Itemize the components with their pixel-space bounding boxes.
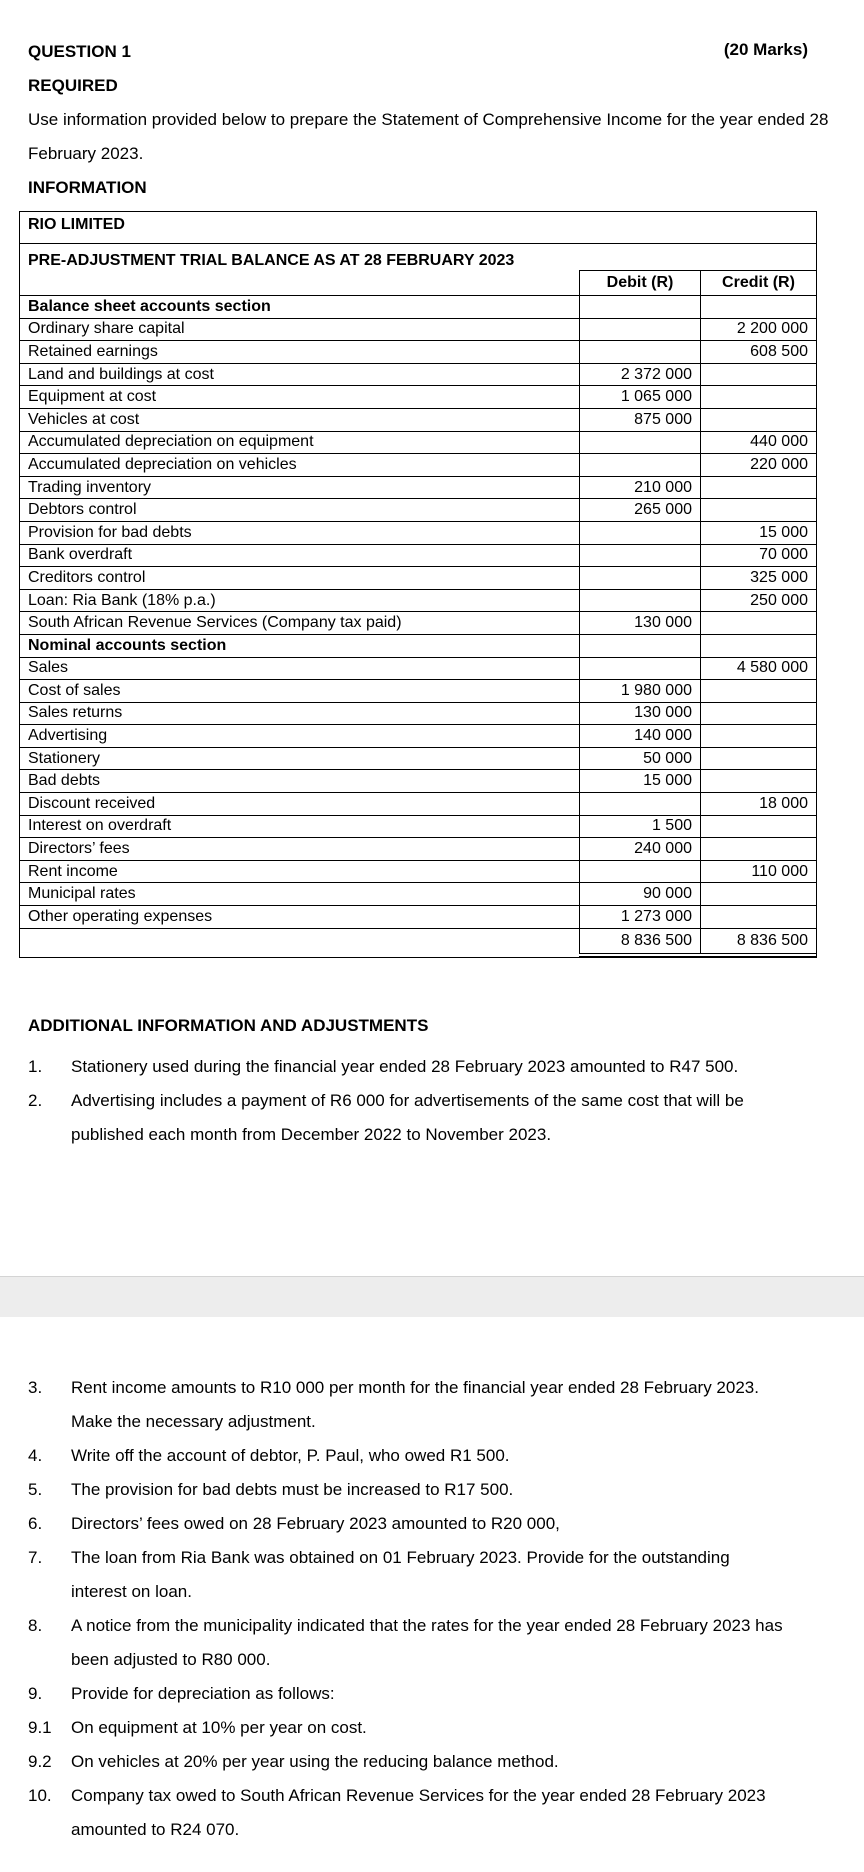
account-row (20, 657, 816, 680)
account-name: Balance sheet accounts section (20, 296, 580, 319)
item-number: 4. (28, 1446, 43, 1465)
credit-amount (701, 906, 817, 929)
account-name: Debtors control (20, 499, 580, 522)
item-text: On vehicles at 20% per year using the reducing balance method. (71, 1752, 559, 1771)
section-header-row (20, 296, 816, 319)
account-row (20, 906, 816, 929)
total-debit: 8 836 500 (580, 928, 701, 955)
debit-amount (580, 793, 701, 816)
account-row (20, 408, 816, 431)
section-header-row (20, 634, 816, 657)
item-text: Advertising includes a payment of R6 000 for advertisements of the same cost that will be published each month from December 2022 to November 2023. (71, 1091, 744, 1144)
credit-amount: 440 000 (701, 431, 817, 454)
account-name: Directors’ fees (20, 838, 580, 861)
adjustment-item (28, 1779, 788, 1847)
credit-amount (701, 476, 817, 499)
account-row (20, 567, 816, 590)
credit-amount: 2 200 000 (701, 318, 817, 341)
item-number: 9.2 (28, 1752, 52, 1771)
account-name: Provision for bad debts (20, 521, 580, 544)
debit-amount: 15 000 (580, 770, 701, 793)
debit-amount: 90 000 (580, 883, 701, 906)
debit-amount (580, 431, 701, 454)
account-row (20, 499, 816, 522)
account-name: Ordinary share capital (20, 318, 580, 341)
account-name: Land and buildings at cost (20, 363, 580, 386)
item-number: 7. (28, 1548, 43, 1567)
trial-balance-grid (20, 270, 816, 957)
account-name: Other operating expenses (20, 906, 580, 929)
account-row (20, 838, 816, 861)
credit-amount (701, 386, 817, 409)
account-name: Discount received (20, 793, 580, 816)
item-text: The provision for bad debts must be increased to R17 500. (71, 1480, 514, 1499)
debit-amount: 1 500 (580, 815, 701, 838)
debit-column-header: Debit (R) (580, 271, 701, 296)
account-name: Sales returns (20, 702, 580, 725)
account-row (20, 770, 816, 793)
debit-amount: 140 000 (580, 725, 701, 748)
debit-amount (580, 341, 701, 364)
debit-amount: 1 980 000 (580, 680, 701, 703)
item-text: Directors’ fees owed on 28 February 2023 amounted to R20 000, (71, 1514, 560, 1533)
account-name: Stationery (20, 747, 580, 770)
account-name: South African Revenue Services (Company tax paid) (20, 612, 580, 635)
credit-amount: 325 000 (701, 567, 817, 590)
credit-amount: 4 580 000 (701, 657, 817, 680)
information-heading: INFORMATION (28, 178, 147, 197)
company-name: RIO LIMITED (20, 212, 816, 244)
credit-amount (701, 408, 817, 431)
item-text: The loan from Ria Bank was obtained on 01 February 2023. Provide for the outstanding interest on loan. (71, 1548, 730, 1601)
account-row (20, 454, 816, 477)
debit-amount (580, 318, 701, 341)
debit-amount: 210 000 (580, 476, 701, 499)
credit-amount (701, 634, 817, 657)
debit-amount (580, 634, 701, 657)
debit-amount: 2 372 000 (580, 363, 701, 386)
instruction-line-1: Use information provided below to prepare the Statement of Comprehensive Income for the year ended 28 (28, 110, 829, 129)
account-row (20, 612, 816, 635)
item-text: Rent income amounts to R10 000 per month for the financial year ended 28 February 2023. Make the necessary adjustment. (71, 1378, 759, 1431)
account-row (20, 544, 816, 567)
account-name: Accumulated depreciation on equipment (20, 431, 580, 454)
item-number: 2. (28, 1091, 43, 1110)
total-credit: 8 836 500 (701, 928, 817, 955)
debit-amount: 130 000 (580, 702, 701, 725)
account-row (20, 476, 816, 499)
credit-amount (701, 838, 817, 861)
debit-amount: 50 000 (580, 747, 701, 770)
account-row (20, 431, 816, 454)
account-row (20, 318, 816, 341)
item-number: 5. (28, 1480, 43, 1499)
account-name: Sales (20, 657, 580, 680)
credit-amount: 70 000 (701, 544, 817, 567)
account-name: Nominal accounts section (20, 634, 580, 657)
item-number: 6. (28, 1514, 43, 1533)
credit-amount (701, 770, 817, 793)
credit-amount (701, 883, 817, 906)
credit-amount (701, 747, 817, 770)
adjustment-item (28, 1371, 788, 1439)
account-row (20, 725, 816, 748)
item-text: A notice from the municipality indicated that the rates for the year ended 28 February 2023 has been adjusted to R80 000. (71, 1616, 783, 1669)
trial-balance-table (19, 211, 817, 958)
account-name: Rent income (20, 860, 580, 883)
account-name: Cost of sales (20, 680, 580, 703)
account-name: Loan: Ria Bank (18% p.a.) (20, 589, 580, 612)
account-name: Bank overdraft (20, 544, 580, 567)
credit-amount: 220 000 (701, 454, 817, 477)
debit-amount (580, 454, 701, 477)
column-header-row (20, 271, 816, 296)
adjustment-item (28, 1745, 788, 1779)
item-text: Stationery used during the financial year ended 28 February 2023 amounted to R47 500. (71, 1057, 739, 1076)
credit-amount: 18 000 (701, 793, 817, 816)
totals-label (20, 928, 580, 955)
account-row (20, 680, 816, 703)
debit-amount (580, 657, 701, 680)
account-name: Bad debts (20, 770, 580, 793)
credit-amount (701, 702, 817, 725)
item-text: Company tax owed to South African Revenue Services for the year ended 28 February 2023 amounted to R24 070. (71, 1786, 766, 1839)
account-name: Equipment at cost (20, 386, 580, 409)
adjustment-item (28, 1541, 788, 1609)
adjustment-item (28, 1084, 788, 1152)
account-row (20, 386, 816, 409)
credit-amount (701, 680, 817, 703)
debit-amount: 240 000 (580, 838, 701, 861)
item-number: 1. (28, 1057, 43, 1076)
account-row (20, 589, 816, 612)
account-row (20, 521, 816, 544)
account-name: Creditors control (20, 567, 580, 590)
adjustment-item (28, 1050, 788, 1084)
account-row (20, 702, 816, 725)
account-row (20, 747, 816, 770)
item-number: 9.1 (28, 1718, 52, 1737)
item-number: 10. (28, 1786, 52, 1805)
item-text: Write off the account of debtor, P. Paul, who owed R1 500. (71, 1446, 510, 1465)
account-name: Interest on overdraft (20, 815, 580, 838)
debit-amount (580, 296, 701, 319)
credit-amount: 608 500 (701, 341, 817, 364)
totals-row (20, 928, 816, 955)
account-name: Accumulated depreciation on vehicles (20, 454, 580, 477)
required-heading: REQUIRED (28, 76, 118, 95)
account-row (20, 883, 816, 906)
account-name: Municipal rates (20, 883, 580, 906)
adjustment-item (28, 1507, 788, 1541)
account-name: Vehicles at cost (20, 408, 580, 431)
credit-amount: 110 000 (701, 860, 817, 883)
adjustment-item (28, 1609, 788, 1677)
credit-amount (701, 499, 817, 522)
credit-amount: 15 000 (701, 521, 817, 544)
item-number: 9. (28, 1684, 43, 1703)
debit-amount: 265 000 (580, 499, 701, 522)
marks-label: (20 Marks) (723, 40, 808, 59)
debit-amount: 1 065 000 (580, 386, 701, 409)
item-number: 3. (28, 1378, 43, 1397)
account-name: Retained earnings (20, 341, 580, 364)
adjustment-item (28, 1439, 788, 1473)
question-title: QUESTION 1 (28, 42, 131, 61)
account-name: Trading inventory (20, 476, 580, 499)
account-row (20, 860, 816, 883)
account-row (20, 341, 816, 364)
debit-amount (580, 521, 701, 544)
debit-amount (580, 860, 701, 883)
credit-amount (701, 296, 817, 319)
credit-amount: 250 000 (701, 589, 817, 612)
credit-amount (701, 363, 817, 386)
adjustments-heading: ADDITIONAL INFORMATION AND ADJUSTMENTS (28, 1016, 429, 1035)
account-row (20, 815, 816, 838)
adjustment-item (28, 1677, 788, 1711)
item-text: Provide for depreciation as follows: (71, 1684, 335, 1703)
adjustment-item (28, 1473, 788, 1507)
debit-amount: 875 000 (580, 408, 701, 431)
adjustment-item (28, 1711, 788, 1745)
item-number: 8. (28, 1616, 43, 1635)
credit-amount (701, 612, 817, 635)
account-name: Advertising (20, 725, 580, 748)
debit-amount (580, 567, 701, 590)
debit-amount (580, 589, 701, 612)
debit-amount: 1 273 000 (580, 906, 701, 929)
debit-amount (580, 544, 701, 567)
credit-amount (701, 815, 817, 838)
credit-amount (701, 725, 817, 748)
credit-column-header: Credit (R) (701, 271, 817, 296)
account-row (20, 363, 816, 386)
trial-balance-title: PRE-ADJUSTMENT TRIAL BALANCE AS AT 28 FEBRUARY 2023 (28, 252, 515, 269)
item-text: On equipment at 10% per year on cost. (71, 1718, 367, 1737)
account-row (20, 793, 816, 816)
page-break-divider (0, 1276, 864, 1317)
instruction-line-2: February 2023. (28, 144, 144, 163)
debit-amount: 130 000 (580, 612, 701, 635)
